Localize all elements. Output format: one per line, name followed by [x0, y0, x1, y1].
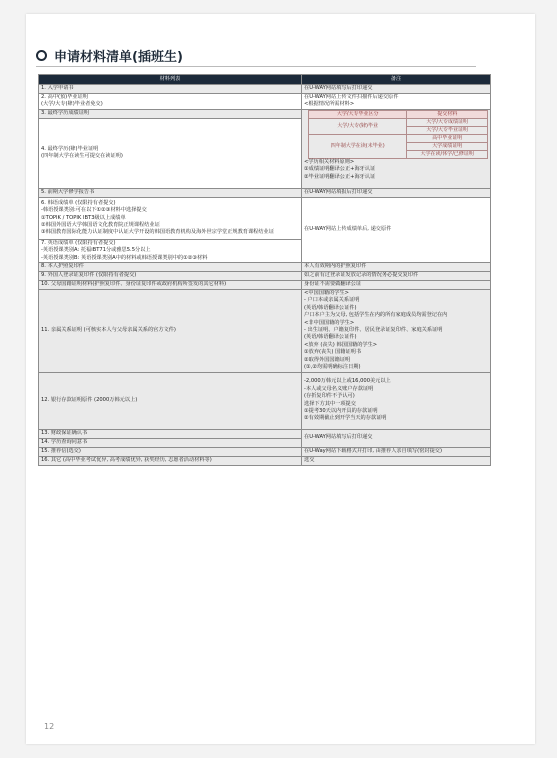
table-row [39, 281, 491, 290]
cell-line: ②取得外国国籍证明 [304, 356, 351, 363]
material-cell [39, 197, 302, 239]
subtable-row [309, 134, 488, 142]
cell-line: -2,000万韩元以上或16,000美元以上 [304, 378, 391, 385]
cell-line: 16. 其它 (高中毕业考试优异, 高考成绩优异, 获奖经历, 志愿者活动材料等) [41, 456, 212, 463]
subtable-group-label: 大学/大专(肄)毕业 [309, 118, 407, 134]
cell-line: 在U-WAY网站上传文件扫描件后递交原件 [304, 94, 399, 100]
cell-line: 1. 入学申请书 [41, 85, 74, 92]
remark-cell [302, 94, 491, 110]
cell-line: 在U-WAY网站填报后打印递交 [304, 189, 373, 196]
subtable-item: 大学成绩证明 [407, 142, 488, 150]
cell-line: 本人有效期内的护照复印件 [304, 263, 367, 270]
column-header-remarks: 备注 [302, 75, 491, 85]
cell-line: <学历相关材料原则> [304, 158, 355, 165]
cell-line: 4. 最终学历(肄)毕业证明 [41, 145, 99, 152]
cell-line: ②韩国外国语大学韩国语文化教育院正规课程结业证 [41, 222, 160, 229]
cell-line: (大学/大专(肄)毕业者免交) [41, 101, 103, 108]
subtable-item: 大学/大专毕业证明 [407, 126, 488, 134]
material-cell [39, 372, 302, 429]
remark-cell [302, 429, 491, 447]
subtable-header-cell: 提交材料 [407, 110, 488, 118]
remark-cell [302, 281, 491, 290]
table-row [39, 272, 491, 281]
cell-line: ③韩国教育国际化能力认证制度中认证大学开设的韩国语教育机构及海外世宗学堂正规教育课程结业证 [41, 229, 274, 236]
table-row [39, 94, 491, 110]
subtable-header-cell: 大学/大专毕业区分 [309, 110, 407, 118]
cell-line: 5. 前期大学修学报告书 [41, 189, 95, 196]
material-cell [39, 85, 302, 94]
material-cell [39, 263, 302, 272]
table-row [39, 456, 491, 465]
material-cell [39, 290, 302, 372]
cell-line: 在U-WAY网站填写后打印递交 [304, 434, 373, 441]
table-row [39, 109, 491, 118]
page-title [36, 46, 183, 65]
remark-cell [302, 188, 491, 197]
table-row [39, 188, 491, 197]
cell-line: -英语授课类别A: 托福iBT71分或雅思5.5分以上 [41, 247, 151, 254]
cell-line: <中国国籍的学生> [304, 290, 350, 297]
cell-line: 户口本户主为父母, 包括学生在内的所有家庭成员均需登记在内 [304, 312, 448, 319]
cell-line: 14. 学历查询同意书 [41, 438, 88, 445]
material-cell [39, 272, 302, 281]
cell-line: 11. 亲属关系证明 (可核实本人与父母亲属关系的官方文件) [41, 327, 176, 334]
cell-line: 6. 韩语成绩单 (仅限持有者提交) [41, 199, 116, 206]
cell-line: 在U-Way网站下载格式并打印, 由推荐人亲自填写(密封提交) [304, 447, 442, 454]
cell-line: -本人或父母名义账户存款证明 [304, 385, 374, 392]
cell-line: ①放弃(丧失) 国籍证明书 [304, 349, 362, 356]
material-cell [39, 188, 302, 197]
remark-cell [302, 197, 491, 262]
cell-line: ②毕业证明翻译公正+海牙认证 [304, 173, 376, 180]
cell-line: (四年制大学在读生可提交在读证明) [41, 153, 123, 160]
cell-line: 9. 外国人登录证复印件 (仅限持有者提交) [41, 272, 137, 279]
material-cell [39, 456, 302, 465]
remark-cell [302, 447, 491, 456]
remark-cell [302, 372, 491, 429]
subtable-row [309, 118, 488, 126]
cell-line: (存折复印件不予认可) [304, 393, 355, 400]
cell-line: 3. 最终学历成绩证明 [41, 110, 90, 117]
cell-line: - 户口本或亲属关系证明 [304, 297, 360, 304]
table-row [39, 429, 491, 438]
cell-line: 在U-WAY网站填写后打印递交 [304, 85, 373, 92]
subtable-item: 高中毕业证明 [407, 134, 488, 142]
subtable-item: 大学/大专成绩证明 [407, 118, 488, 126]
cell-line: -韩语授课类别:可在以下①②③材料中选择提交 [41, 207, 147, 214]
table-row [39, 290, 491, 372]
cell-line: 13. 财政保证确认书 [41, 429, 88, 436]
cell-line: ①成绩证明翻译公正+海牙认证 [304, 166, 376, 173]
table-row [39, 197, 491, 239]
remark-cell [302, 290, 491, 372]
material-cell [39, 281, 302, 290]
material-cell [39, 239, 302, 262]
cell-line: <根据情况所需材料> [304, 101, 355, 108]
cell-line: ①提考30天以内开具的存款证明 [304, 407, 378, 414]
material-cell [39, 94, 302, 110]
page-number: 12 [44, 722, 55, 731]
materials-table [38, 74, 491, 466]
page-title-text: 申请材料清单(插班生) [54, 50, 183, 65]
cell-line: 12. 银行存款证明原件 (2000万韩元以上) [41, 396, 138, 403]
table-row [39, 85, 491, 94]
cell-line: 8. 本人护照复印件 [41, 263, 84, 270]
column-header-materials: 材料列表 [39, 75, 302, 85]
title-divider [36, 66, 476, 67]
subtable-group-label: 四年制大学在读(未毕业) [309, 134, 407, 158]
cell-line: 选交 [304, 456, 315, 463]
cell-line: 选择下方其中一项提交 [304, 400, 356, 407]
remark-cell [302, 456, 491, 465]
circle-bullet-icon [36, 50, 47, 61]
cell-line: (英语/韩语翻译公证件) [304, 334, 357, 341]
cell-line: 2. 高中(預)毕业证明 [41, 94, 88, 100]
education-materials-subtable [308, 110, 488, 159]
cell-line: 15. 推荐信(选交) [41, 447, 81, 454]
cell-line: 在U-WAY网站上传成绩单后, 递交原件 [304, 226, 392, 233]
subtable-item: 大学在读/休学/已修证明 [407, 150, 488, 158]
remark-cell [302, 85, 491, 94]
material-cell [39, 118, 302, 188]
cell-line: - 出生证明、户籍复印件、居民登录证复印件、家庭关系证明 [304, 327, 443, 334]
cell-line: -英语授课类别B: 英语授课类别A中的材料或韩语授课类别中的①②③材料 [41, 254, 208, 261]
material-cell [39, 447, 302, 456]
cell-line: ②有效期截止到开学当天的存款证明 [304, 415, 387, 422]
cell-line: 如之前有过登录证发放记录的情况务必提交复印件 [304, 272, 419, 279]
cell-line: <非中国国籍的学生> [304, 319, 355, 326]
table-row [39, 372, 491, 429]
remark-cell [302, 109, 491, 188]
cell-line: (英语/韩语翻译公证件) [304, 304, 357, 311]
material-cell [39, 109, 302, 118]
remark-cell [302, 272, 491, 281]
cell-line: <放弃 (丧失) 韩国国籍的学生> [304, 341, 378, 348]
table-header-row [39, 75, 491, 85]
material-cell [39, 429, 302, 438]
cell-line: ①TOPIK / TOPIK IBT3级以上成绩单 [41, 214, 126, 221]
table-row [39, 263, 491, 272]
remark-cell [302, 263, 491, 272]
cell-line: (①,②均需明确标注日期) [304, 364, 361, 371]
cell-line: 10. 父母国籍证明材料(护照复印件、身份证复印件或政府机构所签发的其它材料) [41, 281, 227, 288]
table-row [39, 447, 491, 456]
cell-line: 7. 英语成绩单 (仅限持有者提交) [41, 239, 116, 246]
material-cell [39, 438, 302, 447]
subtable-header-row [309, 110, 488, 118]
cell-line: 身份证不需要做翻译公证 [304, 281, 362, 288]
